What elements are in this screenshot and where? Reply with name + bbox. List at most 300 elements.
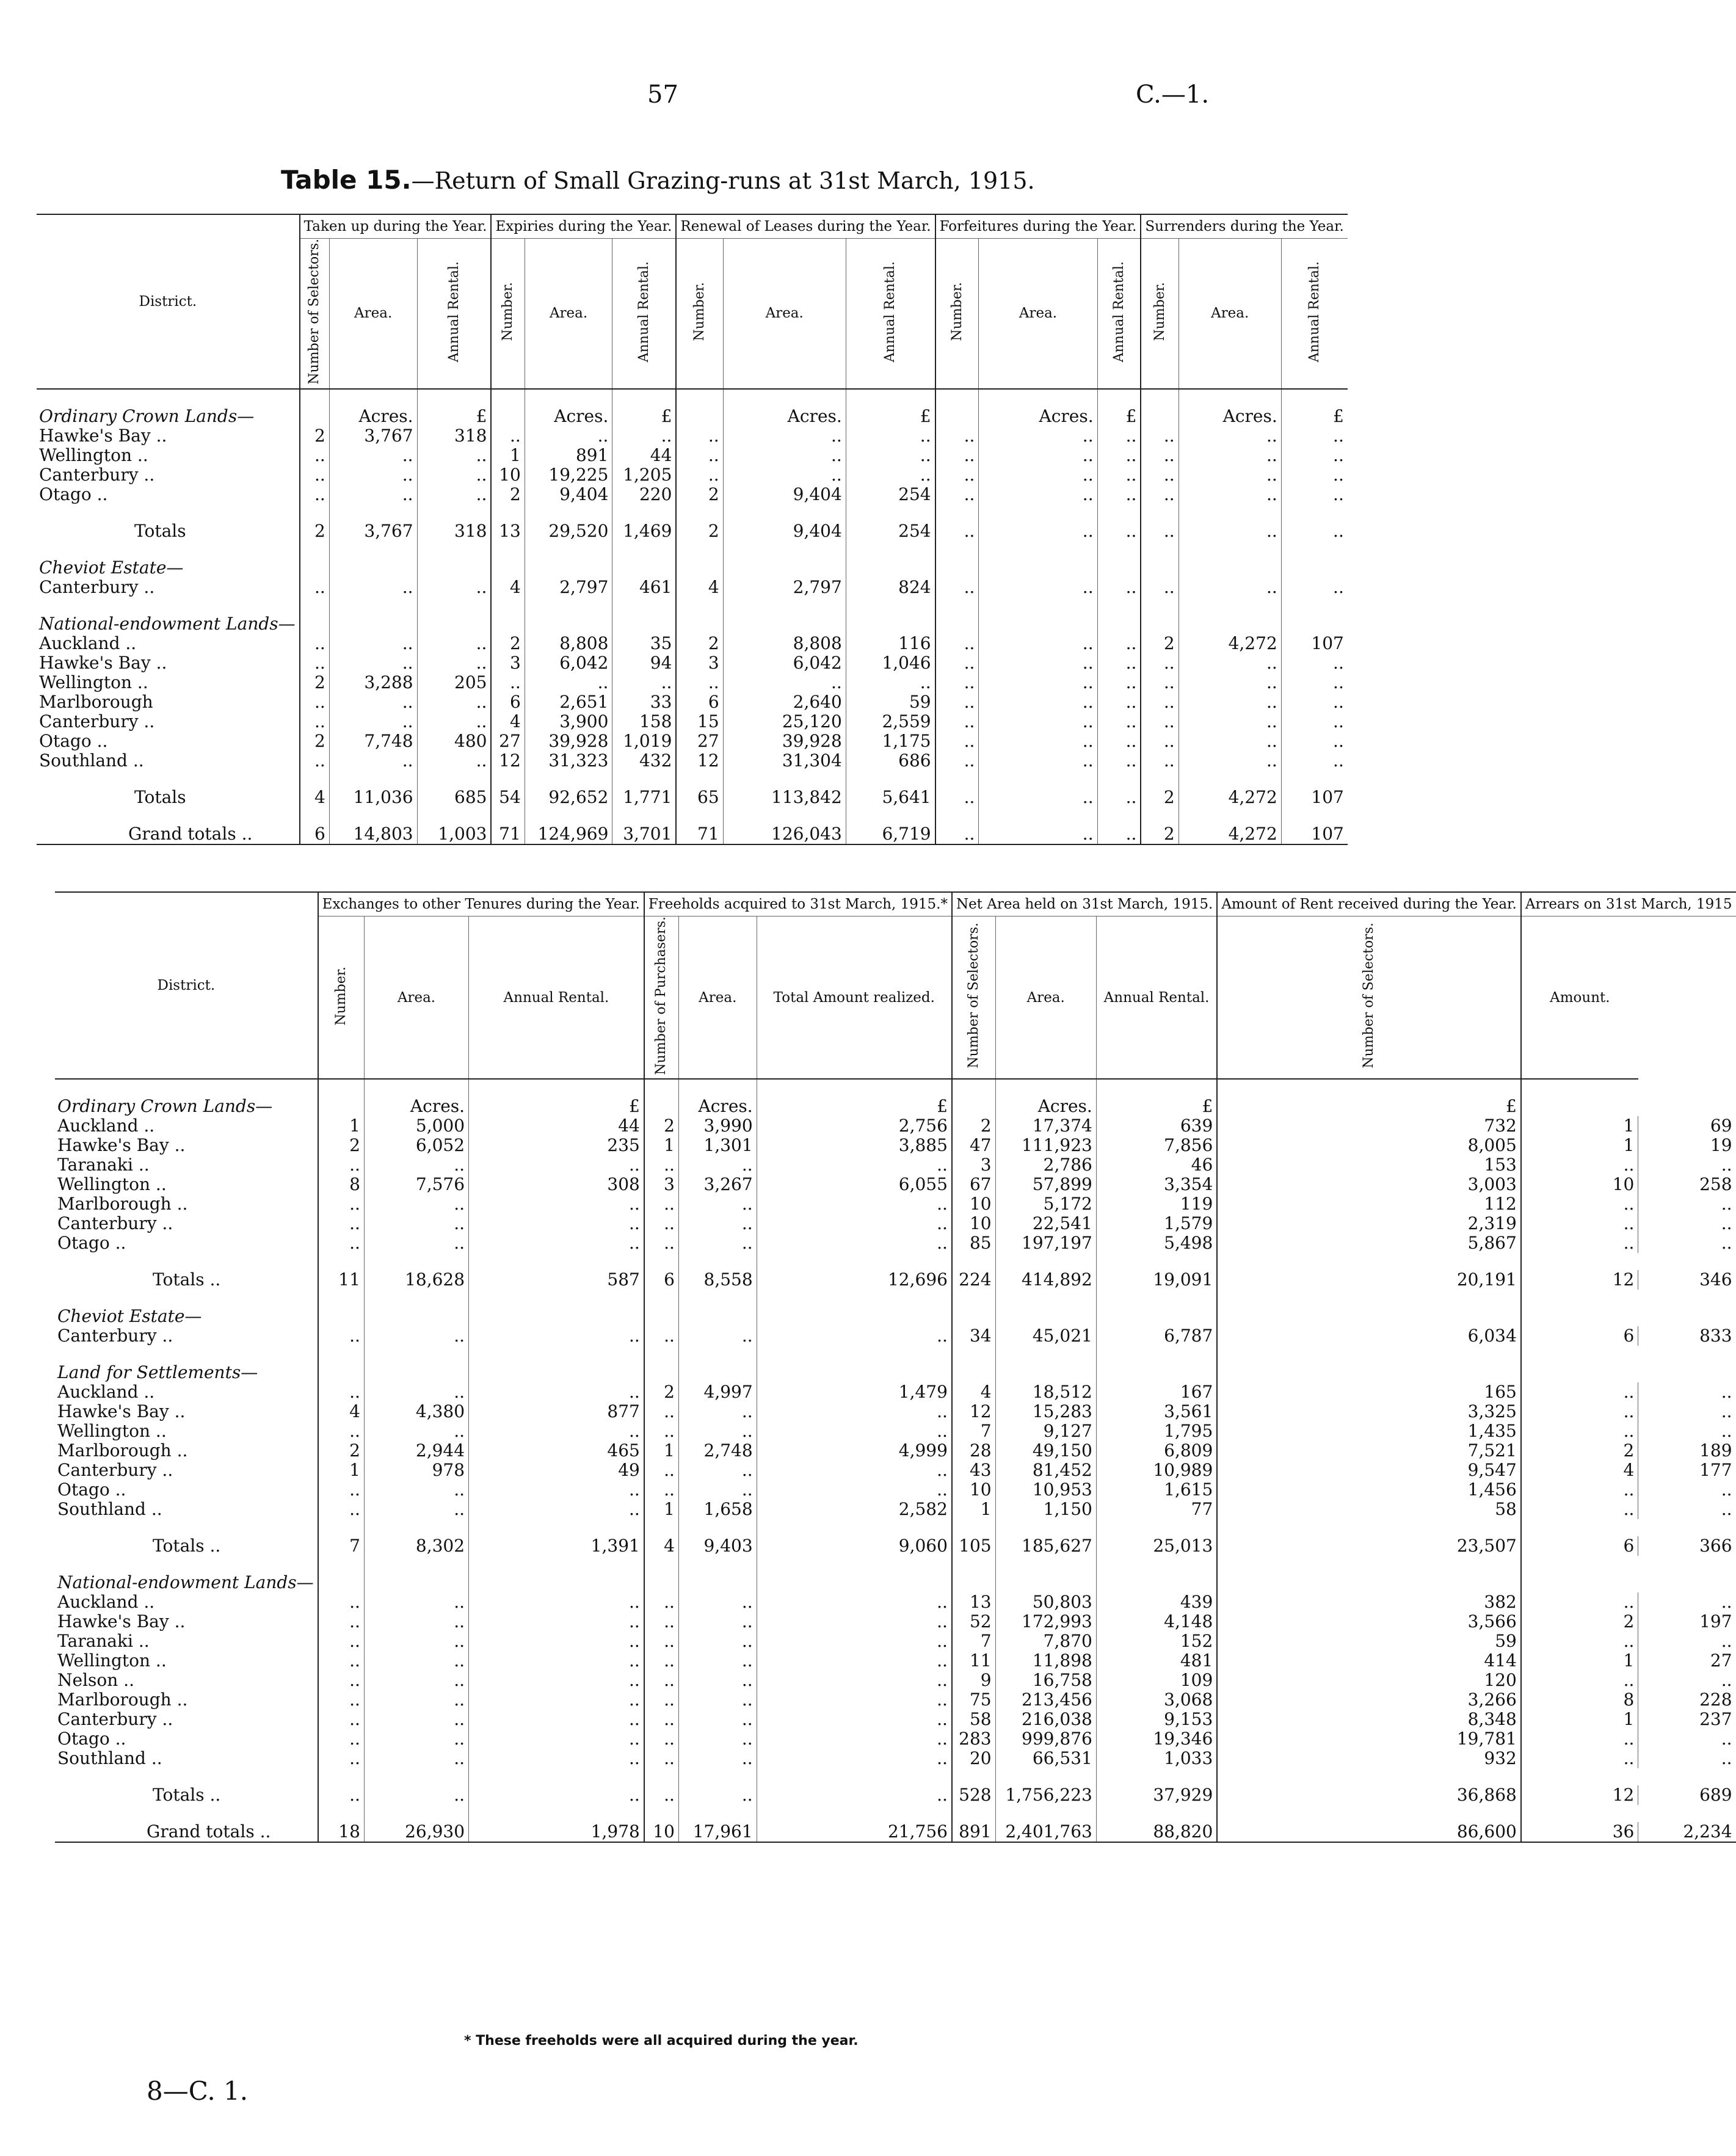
table-cell: .. [1141,653,1179,673]
table-row [55,1612,1736,1632]
table-cell: 177 [1638,1461,1736,1480]
table-cell: 2 [300,521,330,541]
table-row [55,1632,1736,1651]
table-cell: 165 [1217,1382,1521,1402]
table-cell: .. [1141,485,1179,504]
table-cell: .. [318,1194,365,1214]
table-cell: .. [757,1326,952,1346]
table-cell: .. [1179,465,1281,485]
table-cell: 19,781 [1217,1729,1521,1749]
table-cell: .. [678,1729,757,1749]
district-name: Grand totals .. [128,823,253,844]
district-name: Wellington .. [39,672,148,692]
table-cell: 3,566 [1217,1612,1521,1632]
district-name: Canterbury .. [57,1709,173,1730]
table-cell: .. [1281,465,1348,485]
table-cell: 172,993 [995,1612,1096,1632]
table-cell: 254 [846,485,935,504]
district-name: Canterbury .. [39,576,155,597]
table-cell: 67 [952,1175,995,1194]
column-header: Area. [329,239,417,389]
table-cell: .. [644,1194,679,1214]
table-label: Table 15. [281,165,412,195]
table-cell: .. [329,692,417,712]
district-name: Auckland .. [57,1116,155,1136]
table-cell: 50,803 [995,1592,1096,1612]
table-cell: .. [1141,673,1179,692]
table-cell: 439 [1096,1592,1217,1612]
table-cell: .. [678,1632,757,1651]
table-cell: 461 [612,578,676,597]
table-cell: .. [1141,712,1179,731]
column-header-label: Number of Purchasers. [653,916,669,1075]
page-number: 57 [647,81,678,109]
table-cell: .. [644,1651,679,1671]
district-name: Totals [134,520,186,541]
table-cell: .. [300,446,330,465]
table-cell: 26,930 [364,1822,468,1842]
table-cell: 9 [952,1671,995,1690]
table-cell: .. [469,1749,644,1768]
table-cell: 43 [952,1461,995,1480]
totals-row [37,521,1348,541]
table-cell: 2 [300,426,330,446]
table-cell: .. [364,1214,468,1233]
table-cell: .. [1281,485,1348,504]
table-cell: .. [318,1500,365,1519]
table-cell: .. [678,1402,757,1421]
table-cell: .. [678,1233,757,1253]
table-cell: .. [1179,446,1281,465]
table-cell: .. [1638,1749,1736,1768]
spacer-row [37,504,1348,521]
table-cell: 23,507 [1217,1536,1521,1556]
table-cell: 2 [676,521,723,541]
unit-label [644,1307,679,1326]
table-cell: 1 [1521,1651,1638,1671]
table-cell: .. [318,1785,365,1805]
table-cell: .. [1179,653,1281,673]
column-header-label: Number. [1152,282,1168,341]
freeholds-table [55,891,1736,1843]
table-cell: 3,900 [525,712,612,731]
district-name: Marlborough .. [57,1440,188,1461]
table-cell: 12 [952,1402,995,1421]
table-cell: 27 [1638,1651,1736,1671]
table-cell: 824 [846,578,935,597]
table-cell: .. [644,1214,679,1233]
column-header: Area. [723,239,846,389]
column-group-header: Expiries during the Year. [491,214,676,239]
table-row [55,1421,1736,1441]
table-row [55,1214,1736,1233]
table-cell: .. [1521,1194,1638,1214]
district-name: Hawke's Bay .. [57,1611,186,1632]
table-cell: 1,175 [846,731,935,751]
table-cell: 1,756,223 [995,1785,1096,1805]
table-cell: .. [644,1632,679,1651]
unit-label [995,1307,1096,1326]
unit-label: £ [1096,1097,1217,1116]
table-cell: .. [417,446,491,465]
table-cell: 107 [1281,788,1348,807]
table-cell: .. [1097,521,1141,541]
table-cell: .. [417,751,491,771]
table-cell: .. [757,1729,952,1749]
totals-row [55,1536,1736,1556]
table-cell: 1 [1521,1710,1638,1729]
table-cell: 36 [1521,1822,1638,1842]
table-cell: 7,576 [364,1175,468,1194]
table-cell: .. [318,1592,365,1612]
table-cell: .. [491,426,525,446]
table-cell: .. [329,634,417,653]
table-cell: 75 [952,1690,995,1710]
table-cell: .. [757,1461,952,1480]
table-cell: .. [1281,578,1348,597]
table-cell: .. [757,1402,952,1421]
table-cell: .. [1179,673,1281,692]
table-cell: .. [318,1233,365,1253]
unit-label [318,1307,365,1326]
unit-label [300,407,330,426]
table-cell: 213,456 [995,1690,1096,1710]
unit-label: £ [1217,1097,1521,1116]
column-header [935,239,979,389]
page-signature: 8—C. 1. [147,2076,249,2106]
district-name: Totals [134,786,186,807]
table-cell: 9,153 [1096,1710,1217,1729]
table-cell: 2,797 [723,578,846,597]
unit-label [678,1307,757,1326]
spacer-row [55,1079,1736,1097]
table-cell: 167 [1096,1382,1217,1402]
table-cell: 20,191 [1217,1270,1521,1290]
unit-label: Acres. [723,407,846,426]
table-cell: 58 [952,1710,995,1729]
table-cell: 12 [676,751,723,771]
table-cell: .. [329,751,417,771]
unit-label [364,1573,468,1592]
table-cell: 1 [318,1461,365,1480]
table-cell: .. [1281,751,1348,771]
table-cell: 2,401,763 [995,1822,1096,1842]
table-cell: .. [846,673,935,692]
table-cell: .. [644,1710,679,1729]
table-row [55,1671,1736,1690]
table-cell: 6 [644,1270,679,1290]
table-cell: 220 [612,485,676,504]
table-cell: 33 [612,692,676,712]
table-cell: .. [935,634,979,653]
table-cell: 4,272 [1179,788,1281,807]
column-header: Area. [1179,239,1281,389]
table-cell: .. [935,578,979,597]
table-cell: 25,013 [1096,1536,1217,1556]
table-cell: .. [364,1749,468,1768]
table-cell: .. [1281,426,1348,446]
district-name: Hawke's Bay .. [57,1401,186,1422]
table-cell: .. [364,1592,468,1612]
section-title: Ordinary Crown Lands— [57,1096,273,1117]
table-row [55,1155,1736,1175]
table-row [55,1651,1736,1671]
district-name: Canterbury .. [57,1213,173,1234]
table-cell: 639 [1096,1116,1217,1136]
spacer-row [55,1805,1736,1822]
table-cell: .. [1097,465,1141,485]
table-cell: .. [329,465,417,485]
table-cell: 12 [491,751,525,771]
unit-label [1281,558,1348,578]
column-header-label: Annual Rental. [1306,261,1322,362]
table-cell: 12 [1521,1785,1638,1805]
table-cell: 3,267 [678,1175,757,1194]
table-cell: 2 [644,1382,679,1402]
table-cell: 57,899 [995,1175,1096,1194]
table-cell: .. [979,653,1097,673]
table-cell: 7,748 [329,731,417,751]
table-cell: .. [678,1421,757,1441]
unit-label [723,614,846,634]
unit-label [491,558,525,578]
table-cell: .. [300,485,330,504]
table-cell: 2,756 [757,1116,952,1136]
table-cell: .. [525,673,612,692]
table-cell: 3,767 [329,426,417,446]
table-row [37,426,1348,446]
table-cell: 34 [952,1326,995,1346]
table-cell: .. [1521,1155,1638,1175]
table-cell: 5,498 [1096,1233,1217,1253]
column-group-header: Freeholds acquired to 31st March, 1915.* [644,892,952,916]
table-cell: 3,701 [612,824,676,844]
table-cell: .. [300,712,330,731]
column-header [491,239,525,389]
table-cell: 71 [676,824,723,844]
table-cell: .. [318,1155,365,1175]
section-title-row [55,1307,1736,1326]
table-cell: 3,003 [1217,1175,1521,1194]
table-cell: .. [469,1651,644,1671]
table-cell: .. [644,1729,679,1749]
table-cell: .. [644,1690,679,1710]
unit-label [469,1573,644,1592]
table-cell: 1 [491,446,525,465]
table-cell: 2 [676,485,723,504]
table-cell: 686 [846,751,935,771]
table-cell: .. [1638,1382,1736,1402]
table-cell: 224 [952,1270,995,1290]
column-group-header: Forfeitures during the Year. [935,214,1141,239]
table-cell: .. [1521,1671,1638,1690]
table-cell: 29,520 [525,521,612,541]
unit-label [678,1363,757,1382]
unit-label: £ [1097,407,1141,426]
table-cell: .. [723,465,846,485]
table-cell: .. [723,426,846,446]
unit-label [723,558,846,578]
table-cell: 1,579 [1096,1214,1217,1233]
table-cell: 27 [676,731,723,751]
table-cell: 1 [644,1441,679,1461]
table-cell: 36,868 [1217,1785,1521,1805]
table-cell: 22,541 [995,1214,1096,1233]
spacer-row [37,771,1348,788]
table-cell: .. [364,1382,468,1402]
unit-label [935,614,979,634]
table-cell: .. [417,712,491,731]
table-cell: .. [417,692,491,712]
table-cell: .. [935,731,979,751]
unit-label [1521,1363,1638,1382]
district-name: Marlborough .. [57,1194,188,1214]
table-cell: .. [979,712,1097,731]
table-cell: .. [1638,1194,1736,1214]
table-cell: .. [678,1480,757,1500]
column-header-label: Annual Rental. [446,261,462,362]
section-title-row [37,407,1348,426]
district-name: Otago .. [57,1729,126,1749]
table-cell: .. [1521,1729,1638,1749]
column-group-header: Renewal of Leases during the Year. [676,214,935,239]
table-cell: 1 [952,1500,995,1519]
column-header: Area. [525,239,612,389]
table-cell: 2 [644,1116,679,1136]
table-cell: 77 [1096,1500,1217,1519]
section-title: National-endowment Lands— [39,613,296,634]
table-cell: 528 [952,1785,995,1805]
table-cell: .. [757,1651,952,1671]
table-cell: .. [678,1785,757,1805]
district-name: Totals .. [153,1785,221,1806]
column-header [1217,916,1521,1080]
district-name: Marlborough [39,691,153,712]
table-cell: 6,034 [1217,1326,1521,1346]
table-cell: .. [1097,788,1141,807]
table-cell: 12,696 [757,1270,952,1290]
table-cell: 366 [1638,1536,1736,1556]
table-row [55,1402,1736,1421]
table-cell: .. [1141,692,1179,712]
table-cell: .. [417,465,491,485]
table-cell: 10,989 [1096,1461,1217,1480]
table-cell: 18,512 [995,1382,1096,1402]
table-cell: .. [644,1592,679,1612]
table-cell: .. [757,1612,952,1632]
table-cell: 3,266 [1217,1690,1521,1710]
table-row [37,731,1348,751]
table-cell: .. [979,485,1097,504]
table-cell: .. [1141,521,1179,541]
table-row [37,465,1348,485]
column-header-label: Number. [949,282,965,341]
table-cell: 3,767 [329,521,417,541]
table-cell: .. [935,712,979,731]
table-cell: .. [935,426,979,446]
table-cell: .. [364,1651,468,1671]
table-cell: .. [935,653,979,673]
table-cell: 2 [491,485,525,504]
table-cell: 481 [1096,1651,1217,1671]
table-cell: 19 [1638,1136,1736,1155]
column-header [1097,239,1141,389]
table-cell: 2 [1141,634,1179,653]
table-cell: .. [318,1749,365,1768]
table-cell: 16,758 [995,1671,1096,1690]
table-cell: .. [678,1592,757,1612]
table-cell: .. [1097,426,1141,446]
unit-label [1179,558,1281,578]
table-cell: 1,033 [1096,1749,1217,1768]
table-cell: .. [979,788,1097,807]
table-cell: .. [757,1785,952,1805]
table-cell: 3 [644,1175,679,1194]
table-cell: .. [1179,521,1281,541]
table-cell: 1,205 [612,465,676,485]
table-cell: 46 [1096,1155,1217,1175]
column-header: Area. [995,916,1096,1080]
unit-label [678,1573,757,1592]
table-cell: .. [1638,1671,1736,1690]
district-name: Totals .. [153,1536,221,1556]
table-cell: 2 [676,634,723,653]
table-cell: .. [469,1233,644,1253]
unit-label [491,407,525,426]
table-cell: 6,787 [1096,1326,1217,1346]
table-cell: .. [1097,751,1141,771]
table-cell: 45,021 [995,1326,1096,1346]
table-cell: .. [678,1671,757,1690]
table-cell: 1,615 [1096,1480,1217,1500]
spacer-row [55,1556,1736,1573]
table-cell: 10 [644,1822,679,1842]
table-cell: .. [417,485,491,504]
table-cell: 85 [952,1233,995,1253]
table-cell: .. [1638,1480,1736,1500]
table-cell: 119 [1096,1194,1217,1214]
table-cell: 25,120 [723,712,846,731]
unit-label [300,614,330,634]
table-cell: .. [525,426,612,446]
column-header: Total Amount realized. [757,916,952,1080]
column-header-label: Annual Rental. [636,261,652,362]
district-name: Southland .. [57,1748,162,1769]
table-cell: 254 [846,521,935,541]
table-cell: .. [935,673,979,692]
unit-label: Acres. [329,407,417,426]
table-cell: 112 [1217,1194,1521,1214]
unit-label: £ [757,1097,952,1116]
table-cell: 39,928 [723,731,846,751]
spacer-row [55,1290,1736,1307]
table-cell: .. [723,446,846,465]
table-cell: 382 [1217,1592,1521,1612]
column-header-label: Annual Rental. [882,261,898,362]
table-cell: .. [469,1155,644,1175]
table-cell: 4 [491,578,525,597]
table-cell: 17,961 [678,1822,757,1842]
table-cell: 587 [469,1270,644,1290]
table-cell: 1,391 [469,1536,644,1556]
unit-label [1096,1573,1217,1592]
unit-label [995,1573,1096,1592]
unit-label [1141,407,1179,426]
table-cell: 6,042 [723,653,846,673]
table-cell: 10 [491,465,525,485]
table-cell: 2 [318,1441,365,1461]
table-cell: 1,795 [1096,1421,1217,1441]
